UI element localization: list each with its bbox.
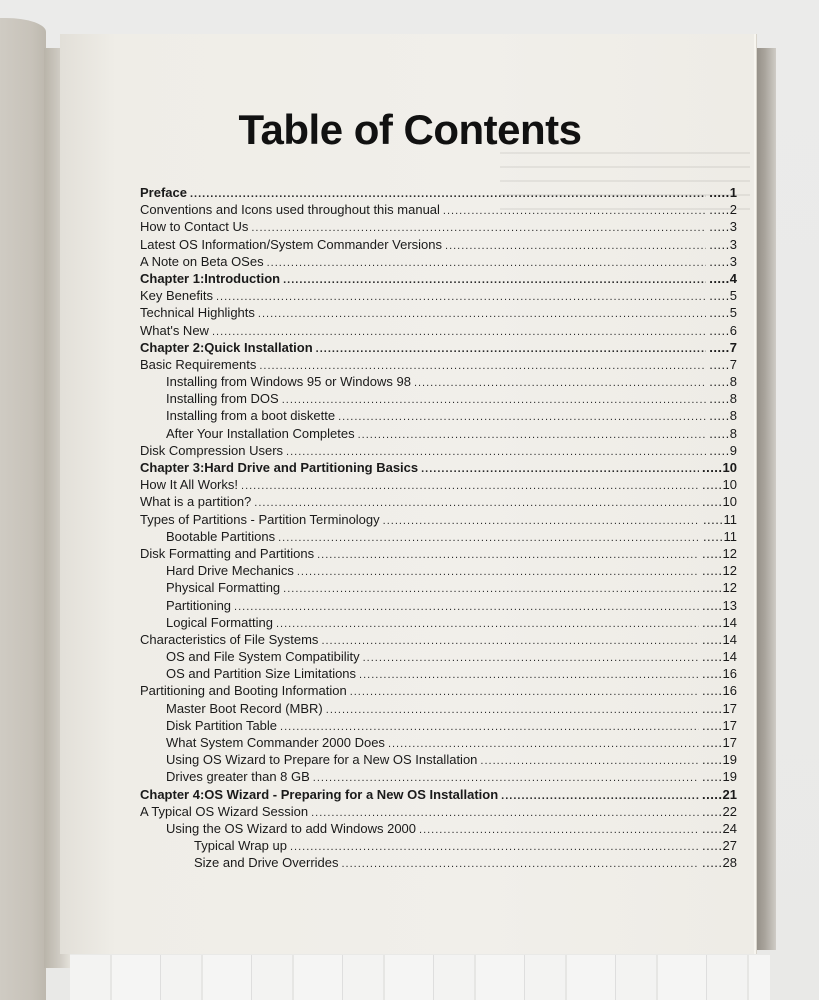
dot-leader [280, 721, 699, 733]
toc-page-number: ..... 2 [706, 202, 737, 217]
dot-leader [216, 291, 706, 303]
toc-entry [140, 357, 737, 374]
toc-entry-label: Partitioning [166, 597, 232, 613]
dot-leader [363, 652, 699, 664]
dot-leader [388, 738, 699, 750]
dot-leader [282, 394, 707, 406]
toc-entry-label: Technical Highlights [140, 305, 255, 321]
dot-leader [276, 618, 699, 630]
toc-page-number: ..... 11 [700, 512, 737, 527]
toc-page-number: ..... 11 [700, 529, 737, 544]
toc-entry [140, 752, 737, 769]
toc-page-number: ..... 8 [706, 391, 737, 406]
toc-entry [140, 580, 737, 597]
toc-page-number: ..... 28 [699, 855, 737, 870]
dot-leader [283, 274, 706, 286]
toc-entry-label: Preface [140, 185, 187, 200]
dot-leader [501, 790, 699, 802]
toc-entry-label: After Your Installation Completes [166, 425, 355, 441]
toc-page-number: ..... 5 [706, 288, 737, 303]
toc-page-number: ..... 1 [706, 185, 737, 200]
toc-page-number: ..... 6 [706, 323, 737, 338]
toc-entry-label: Latest OS Information/System Commander Versions [140, 236, 443, 252]
toc-entry [140, 718, 737, 735]
toc-entry-label: Bootable Partitions [166, 528, 276, 544]
toc-page-number: ..... 19 [699, 752, 737, 767]
left-page-edge [0, 18, 46, 1000]
toc-entry-label: OS and Partition Size Limitations [166, 666, 357, 682]
dot-leader [358, 429, 707, 441]
toc-entry [140, 202, 737, 219]
toc-entry [140, 632, 737, 649]
toc-entry [140, 408, 737, 425]
toc-page-number: ..... 17 [699, 735, 737, 750]
dot-leader [480, 755, 699, 767]
toc-page-number: ..... 9 [706, 443, 737, 458]
toc-page-number: ..... 16 [699, 666, 737, 681]
toc-page-number: ..... 14 [699, 632, 737, 647]
toc-entry-label: Installing from Windows 95 or Windows 98 [166, 374, 411, 390]
toc-page-number: ..... 3 [706, 219, 737, 234]
toc-entry-label: Key Benefits [140, 288, 213, 304]
toc-page-number: ..... 16 [699, 683, 737, 698]
dot-leader [313, 772, 699, 784]
toc-entry [140, 288, 737, 305]
dot-leader [443, 205, 706, 217]
toc-entry-label: Hard Drive Mechanics [166, 563, 294, 579]
toc-entry-label: How It All Works! [140, 477, 239, 493]
background-sheets [70, 955, 770, 1000]
toc-entry [140, 838, 737, 855]
toc-page-number: ..... 7 [706, 357, 737, 372]
dot-leader [297, 566, 699, 578]
toc-page-number: ..... 3 [706, 237, 737, 252]
toc-entry-label: Using OS Wizard to Prepare for a New OS Installation [166, 752, 478, 768]
toc-entry [140, 683, 737, 700]
toc-entry-label: Installing from a boot diskette [166, 408, 336, 424]
toc-entry [140, 649, 737, 666]
toc-entry-label: Drives greater than 8 GB [166, 769, 310, 785]
toc-page-number: ..... 12 [699, 563, 737, 578]
toc-entry [140, 735, 737, 752]
toc-entry [140, 219, 737, 236]
toc-page-number: ..... 14 [699, 649, 737, 664]
toc-chapter-entry [140, 185, 737, 202]
toc-entry-label: Physical Formatting [166, 580, 281, 596]
toc-entry [140, 598, 737, 615]
toc-entry-label: How to Contact Us [140, 219, 249, 235]
toc-entry [140, 305, 737, 322]
toc-page-number: ..... 4 [706, 271, 737, 286]
toc-page-number: ..... 3 [706, 254, 737, 269]
toc-entry-label: Typical Wrap up [194, 838, 287, 854]
toc-entry-label: Disk Partition Table [166, 717, 278, 733]
toc-page-number: ..... 22 [699, 804, 737, 819]
toc-entry-label: Disk Compression Users [140, 442, 284, 458]
toc-entry [140, 323, 737, 340]
toc-entry-label: Master Boot Record (MBR) [166, 700, 323, 716]
toc-page-number: ..... 7 [706, 340, 737, 355]
toc-entry-label: Chapter 3:Hard Drive and Partitioning Basics [140, 460, 419, 475]
toc-entry-label: A Note on Beta OSes [140, 253, 264, 269]
toc-entry-label: OS and File System Compatibility [166, 649, 360, 665]
toc-entry [140, 494, 737, 511]
toc-entry [140, 374, 737, 391]
toc-page-number: ..... 13 [699, 598, 737, 613]
toc-entry-label: What is a partition? [140, 494, 252, 510]
toc-entry [140, 426, 737, 443]
dot-leader [283, 583, 699, 595]
dot-leader [251, 222, 706, 234]
toc-entry-label: Logical Formatting [166, 614, 273, 630]
toc-entry [140, 855, 737, 872]
toc-page-number: ..... 10 [699, 494, 737, 509]
dot-leader [316, 343, 707, 355]
toc-chapter-entry [140, 460, 737, 477]
dot-leader [321, 635, 699, 647]
toc-page-number: ..... 10 [699, 477, 737, 492]
toc-page-number: ..... 5 [706, 305, 737, 320]
dot-leader [254, 497, 699, 509]
dot-leader [290, 841, 699, 853]
toc-entry-label: Basic Requirements [140, 356, 257, 372]
dot-leader [278, 532, 700, 544]
toc-entry [140, 254, 737, 271]
dot-leader [326, 704, 699, 716]
toc-entry [140, 477, 737, 494]
toc-page-number: ..... 12 [699, 546, 737, 561]
toc-entry [140, 237, 737, 254]
toc-entry-label: A Typical OS Wizard Session [140, 803, 309, 819]
toc-chapter-entry [140, 340, 737, 357]
toc-entry-label: What's New [140, 322, 209, 338]
toc-page-number: ..... 17 [699, 718, 737, 733]
toc-entry [140, 546, 737, 563]
toc-page-number: ..... 17 [699, 701, 737, 716]
dot-leader [338, 411, 706, 423]
toc-entry [140, 701, 737, 718]
toc-entry-label: Types of Partitions - Partition Terminology [140, 511, 380, 527]
toc-page-number: ..... 14 [699, 615, 737, 630]
toc-entry [140, 804, 737, 821]
toc-entry [140, 769, 737, 786]
toc-chapter-entry [140, 787, 737, 804]
toc-entry-label: Conventions and Icons used throughout this manual [140, 202, 440, 218]
toc-page-number: ..... 19 [699, 769, 737, 784]
page-shadow [754, 48, 776, 950]
book-page [60, 34, 756, 954]
dot-leader [317, 549, 699, 561]
dot-leader [241, 480, 699, 492]
toc-page-number: ..... 24 [699, 821, 737, 836]
toc-entry-label: What System Commander 2000 Does [166, 735, 385, 750]
toc-page-number: ..... 21 [699, 787, 737, 802]
toc-page-number: ..... 10 [699, 460, 737, 475]
dot-leader [234, 601, 699, 613]
dot-leader [419, 824, 699, 836]
dot-leader [445, 240, 706, 252]
toc-entry [140, 666, 737, 683]
toc-page-number: ..... 8 [706, 374, 737, 389]
toc-entry [140, 821, 737, 838]
dot-leader [342, 858, 699, 870]
dot-leader [212, 326, 706, 338]
toc-entry-label: Chapter 4:OS Wizard - Preparing for a New OS Installation [140, 786, 499, 802]
dot-leader [190, 188, 706, 200]
toc-entry-label: Disk Formatting and Partitions [140, 545, 315, 561]
dot-leader [414, 377, 706, 389]
dot-leader [267, 257, 707, 269]
toc-entry-label: Chapter 2:Quick Installation [140, 339, 313, 355]
toc-page-number: ..... 8 [706, 408, 737, 423]
dot-leader [258, 308, 706, 320]
dot-leader [259, 360, 706, 372]
toc-page-number: ..... 27 [699, 838, 737, 853]
toc-entry [140, 615, 737, 632]
page-title: Table of Contents [238, 106, 582, 153]
dot-leader [359, 669, 699, 681]
table-of-contents [140, 185, 737, 873]
toc-entry [140, 563, 737, 580]
toc-entry [140, 529, 737, 546]
toc-entry-label: Characteristics of File Systems [140, 631, 319, 647]
toc-chapter-entry [140, 271, 737, 288]
toc-entry [140, 443, 737, 460]
toc-entry-label: Using the OS Wizard to add Windows 2000 [166, 820, 417, 836]
toc-entry-label: Partitioning and Booting Information [140, 683, 347, 699]
dot-leader [311, 807, 699, 819]
dot-leader [383, 515, 700, 527]
toc-entry-label: Chapter 1:Introduction [140, 270, 281, 286]
dot-leader [286, 446, 706, 458]
toc-page-number: ..... 8 [706, 426, 737, 441]
toc-entry [140, 391, 737, 408]
dot-leader [421, 463, 699, 475]
toc-page-number: ..... 12 [699, 580, 737, 595]
dot-leader [350, 686, 699, 698]
toc-entry [140, 512, 737, 529]
toc-entry-label: Size and Drive Overrides [194, 855, 339, 871]
toc-entry-label: Installing from DOS [166, 391, 279, 407]
